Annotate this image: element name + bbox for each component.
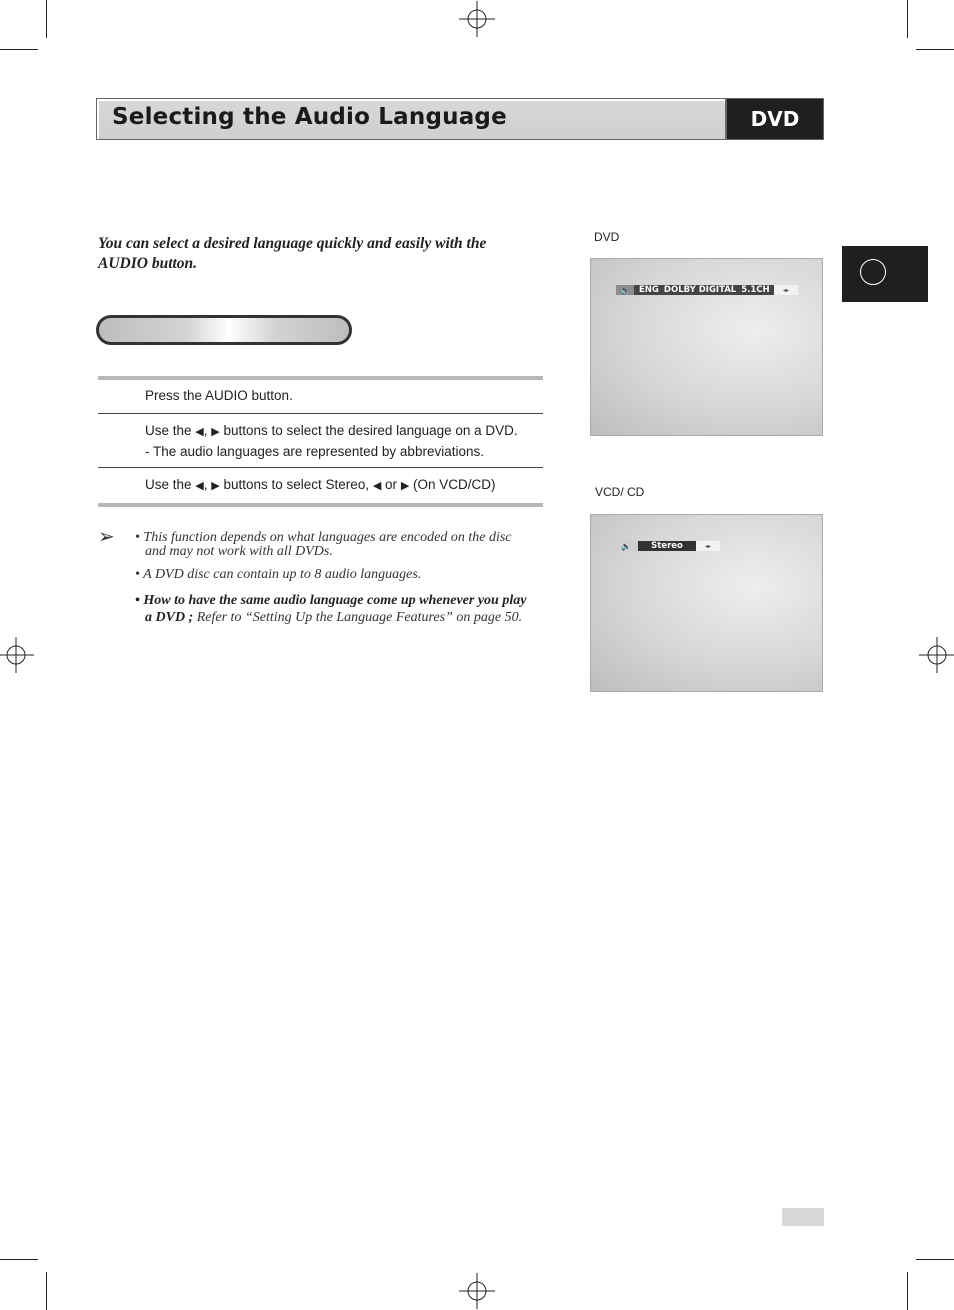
dvd-screen-label: DVD — [594, 230, 620, 244]
vcd-osd-bar: 🔈 Stereo ◂▸ — [614, 541, 720, 551]
step-1-text: Press the AUDIO button. — [145, 388, 293, 403]
left-arrow-icon: ◀ — [372, 480, 382, 492]
registration-mark-icon — [919, 637, 954, 673]
right-arrow-icon: ▶ — [400, 480, 410, 492]
dvd-badge: DVD — [726, 98, 824, 140]
intro-text: You can select a desired language quickly and easily with the AUDIO button. — [98, 235, 487, 272]
step-2-subtext: - The audio languages are represented by abbreviations. — [145, 444, 484, 459]
registration-mark-icon — [459, 1, 495, 37]
step-2-text: Use the ◀, ▶ buttons to select the desired language on a DVD. - The audio languages are represented by abbreviations. — [145, 423, 518, 459]
page-title: Selecting the Audio Language — [112, 104, 507, 130]
note-1: • This function depends on what languages are encoded on the disc and may not work with all DVDs. — [135, 530, 512, 559]
crop-mark — [907, 1272, 908, 1310]
steps-top-rule — [98, 376, 543, 380]
right-arrow-icon: ▶ — [211, 426, 220, 438]
speaker-icon: 🔈 — [614, 541, 638, 551]
crop-mark — [916, 1259, 954, 1260]
audio-icon: 🔈 — [616, 285, 634, 295]
crop-mark — [46, 0, 47, 38]
vcd-screen-label: VCD/ CD — [595, 485, 645, 499]
note-2: • A DVD disc can contain up to 8 audio languages. — [135, 567, 422, 582]
right-arrow-icon: ▶ — [211, 480, 220, 492]
crop-mark — [916, 49, 954, 50]
step-divider — [98, 467, 543, 468]
left-arrow-icon: ◀ — [195, 480, 204, 492]
page-number-box — [782, 1208, 824, 1226]
note-3: • How to have the same audio language come up whenever you play a DVD ; Refer to “Setting Up the Language Features” on page 50. — [135, 593, 527, 625]
osd-arrows-icon: ◂▸ — [696, 541, 720, 551]
crop-mark — [46, 1272, 47, 1310]
crop-mark — [0, 49, 38, 50]
crop-mark — [0, 1259, 38, 1260]
left-arrow-icon: ◀ — [195, 426, 204, 438]
steps-bottom-rule — [98, 503, 543, 507]
step-divider — [98, 413, 543, 414]
step-3-text: Use the ◀, ▶ buttons to select Stereo, ◀ or ▶ (On VCD/CD) — [145, 477, 496, 492]
language-circle-icon — [860, 259, 886, 285]
registration-mark-icon — [459, 1273, 495, 1309]
registration-mark-icon — [0, 637, 34, 673]
note-arrow-icon: ➢ — [98, 526, 115, 548]
osd-arrows-icon: ◂▸ — [774, 285, 798, 295]
dvd-osd-bar: 🔈 ENG DOLBY DIGITAL 5.1CH ◂▸ — [616, 285, 798, 295]
section-pill — [96, 315, 352, 345]
crop-mark — [907, 0, 908, 38]
